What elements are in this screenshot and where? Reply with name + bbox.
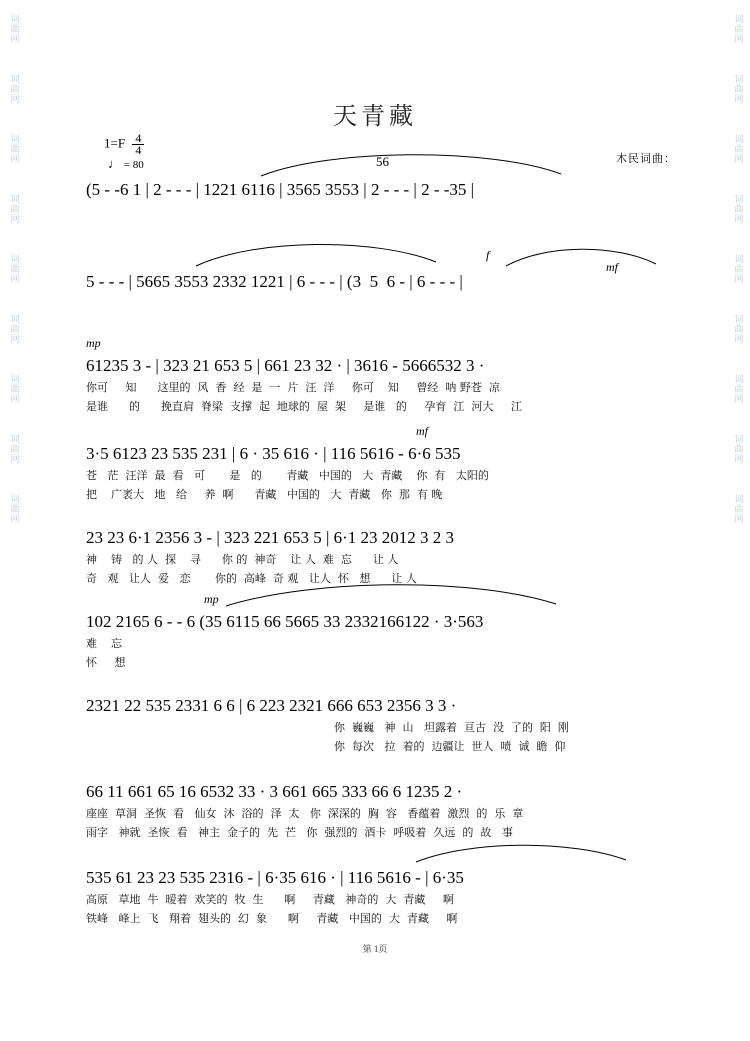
- system-4-lyrics-verse-1: 苍 茫 汪洋 最 看 可 是 的 青藏 中国的 大 青藏 你 有 太阳的: [86, 469, 489, 482]
- watermark-column-left: [0, 0, 26, 1041]
- dynamic-forte: f: [486, 248, 490, 262]
- watermark-column-right: [724, 0, 750, 1041]
- slur-arc: [416, 842, 626, 864]
- slur-arc: [261, 152, 561, 178]
- system-2-music: 5 - - - | 5665 3553 2332 1221 | 6 - - - | (3 5 6 - | 6 - - - |: [86, 272, 463, 291]
- system-9-music: 535 61 23 23 535 2316 - | 6·35 616 · | 116 5616 - | 6·35: [86, 868, 464, 887]
- system-5-music: 23 23 6·1 2356 3 - | 323 221 653 5 | 6·1 23 2012 3 2 3: [86, 528, 455, 547]
- key-signature-label: 1=F: [104, 135, 126, 151]
- watermark-text: 词曲网: [732, 494, 743, 524]
- system-7-music: 2321 22 535 2331 6 6 | 6 223 2321 666 653 2356 3 3 ·: [86, 696, 457, 715]
- system-5-lyrics-verse-1: 神 铸 的 人 探 寻 你 的 神奇 让 人 难 忘 让 人: [86, 553, 399, 566]
- time-signature-top: 4: [135, 131, 142, 145]
- system-1-marking: 56: [376, 154, 389, 169]
- dynamic-mezzo-forte: mf: [416, 424, 428, 438]
- system-7-lyrics-verse-1: 你 巍巍 神 山 坦露着 亘古 没 了的 阳 刚: [334, 721, 569, 734]
- system-3: [86, 336, 688, 414]
- system-7: [86, 692, 688, 754]
- system-7-lyrics-verse-2: 你 每次 拉 着的 边疆让 世人 喷 诚 瞻 仰: [334, 740, 566, 753]
- key-signature: [104, 131, 144, 157]
- system-2: [86, 248, 688, 292]
- system-9: [86, 864, 688, 926]
- system-4: [86, 424, 688, 502]
- watermark-text: 词曲网: [8, 314, 19, 344]
- watermark-text: 词曲网: [8, 14, 19, 44]
- tempo-marking: [108, 156, 144, 172]
- system-8: [86, 778, 688, 840]
- watermark-text: 词曲网: [732, 14, 743, 44]
- score-sheet: [26, 0, 724, 1041]
- system-4-lyrics-verse-2: 把 广袤大 地 给 养 啊 青藏 中国的 大 青藏 你 那 有 晚: [86, 488, 443, 501]
- system-9-lyrics-verse-1: 高原 草地 牛 暧着 欢笑的 牧 生 啊 青藏 神奇的 大 青藏 啊: [86, 893, 454, 906]
- system-3-lyrics-verse-2: 是谁 的 挽直肩 脊梁 支撑 起 地球的 屋 架 是谁 的 孕育 江 河大 江: [86, 400, 522, 413]
- system-5: [86, 524, 688, 586]
- system-3-lyrics-verse-1: 你可 知 这里的 风 香 经 是 一 片 汪 洋 你可 知 曾经 呐 野苍 凉: [86, 381, 500, 394]
- watermark-text: 词曲网: [8, 74, 19, 104]
- watermark-text: 词曲网: [732, 374, 743, 404]
- watermark-text: 词曲网: [732, 194, 743, 224]
- song-title: 天青藏: [333, 102, 417, 130]
- watermark-text: 词曲网: [8, 374, 19, 404]
- tempo-value: = 80: [123, 159, 144, 171]
- watermark-text: 词曲网: [732, 74, 743, 104]
- watermark-text: 词曲网: [732, 434, 743, 464]
- watermark-text: 词曲网: [732, 134, 743, 164]
- slur-arc: [506, 246, 656, 268]
- system-4-music: 3·5 6123 23 535 231 | 6 · 35 616 · | 116 5616 - 6·6 535: [86, 444, 461, 463]
- system-8-lyrics-verse-1: 座座 草洞 圣恢 看 仙女 沐 浴的 泽 太 你 深深的 胸 容 香蕴着 激烈 的 乐 章: [86, 807, 524, 820]
- system-6: [86, 592, 688, 670]
- system-8-music: 66 11 661 65 16 6532 33 · 3 661 665 333 66 6 1235 2 ·: [86, 782, 463, 801]
- system-9-lyrics-verse-2: 铁峰 峰上 飞 翔着 翅头的 幻 象 啊 青藏 中国的 大 青藏 啊: [86, 912, 458, 925]
- composer-credit: 木民词曲：: [616, 153, 676, 165]
- watermark-text: 词曲网: [732, 314, 743, 344]
- system-1-music: (5 - -6 1 | 2 - - - | 1221 6116 | 3565 3553 | 2 - - - | 2 - -35 |: [86, 180, 475, 199]
- time-signature: [132, 131, 144, 157]
- system-6-lyrics-verse-2: 怀 想: [86, 656, 126, 669]
- dynamic-mezzo-piano: mp: [204, 592, 219, 606]
- system-5-lyrics-verse-2: 奇 观 让人 爱 恋 你的 高峰 奇 观 让人 怀 想 让 人: [86, 572, 417, 585]
- slur-arc: [196, 242, 436, 268]
- system-3-music: 61235 3 - | 323 21 653 5 | 661 23 32 · | 3616 - 5666532 3 ·: [86, 356, 485, 375]
- dynamic-mezzo-forte: mf: [606, 260, 618, 274]
- watermark-text: 词曲网: [732, 254, 743, 284]
- dynamic-mezzo-piano: mp: [86, 336, 101, 350]
- page-number: 第 1页: [362, 944, 388, 954]
- watermark-text: 词曲网: [8, 494, 19, 524]
- system-6-music: 102 2165 6 - - 6 (35 6115 66 5665 33 2332166122 · 3·563: [86, 612, 484, 631]
- watermark-text: 词曲网: [8, 254, 19, 284]
- quarter-note-icon: ♩: [108, 156, 121, 171]
- system-8-lyrics-verse-2: 雨字 神就 圣恢 看 神主 金子的 先 芒 你 强烈的 酒卡 呼吸着 久远 的 故 事: [86, 826, 513, 839]
- time-signature-bottom: 4: [135, 143, 142, 157]
- watermark-text: 词曲网: [8, 194, 19, 224]
- watermark-text: 词曲网: [8, 434, 19, 464]
- system-6-lyrics-verse-1: 难 忘: [86, 637, 122, 650]
- watermark-text: 词曲网: [8, 134, 19, 164]
